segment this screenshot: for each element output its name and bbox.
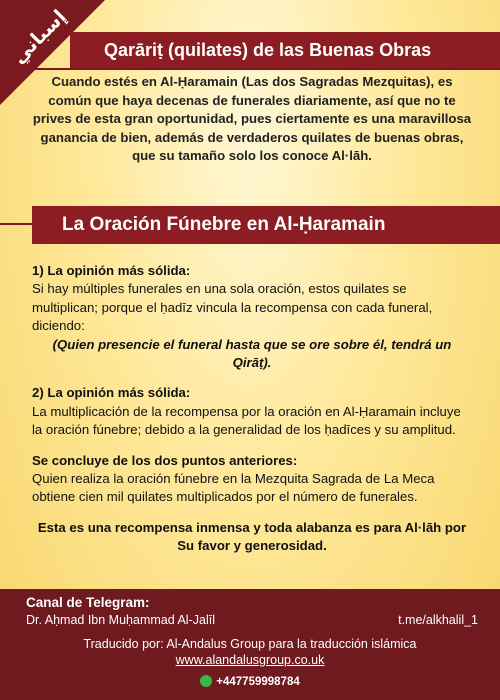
website-link[interactable]: www.alandalusgroup.co.uk — [175, 653, 325, 667]
title-banner-1 — [70, 32, 500, 68]
main-content — [32, 262, 472, 556]
section-1-heading: 1) La opinión más sólida: — [32, 263, 191, 278]
language-badge: إسباني — [7, 5, 71, 69]
section-2-heading: 2) La opinión más sólida: — [32, 385, 191, 401]
closing-text: Esta es una recompensa inmensa y toda alabanza es para Al·lāh por Su favor y generosidad. — [37, 519, 467, 554]
title-1: Qarāriṭ (quilates) de las Buenas Obras — [104, 39, 432, 60]
section-3-heading: Se concluye de los dos puntos anteriores: — [32, 452, 298, 468]
title-banner-2 — [32, 206, 500, 244]
intro-paragraph: Cuando estés en Al-Ḥaramain (Las dos Sagradas Mezquitas), es común que haya decenas de funerales diariamente, así que no te prives de esta gran oportunidad, pues ciertamente es una maravillosa ganancia de bien, además de verdaderos quilates de buenas obras, que su tamaño solo los conoce Al·lāh. — [32, 74, 472, 164]
title-2: La Oración Fúnebre en Al-Ḥaramain — [62, 214, 386, 235]
section-3-text: Quien realiza la oración fúnebre en la Mezquita Sagrada de La Meca obtiene cien mil quilates multiplicados por el número de funerales. — [32, 471, 435, 505]
section-2-text: La multiplicación de la recompensa por la oración en Al-Ḥaramain incluye la oración fúnebre; debido a la generalidad de los ḥadīces y su amplitud. — [32, 403, 461, 438]
translator-credit: Traducido por: Al-Andalus Group para la traducción islámica — [83, 637, 417, 651]
hadith-quote: (Quien presencie el funeral hasta que se ore sobre él, tendrá un Qirāṭ). — [52, 336, 452, 371]
whatsapp-icon — [200, 675, 212, 687]
phone-number[interactable]: +447759998784 — [216, 676, 300, 688]
banner-rule-1 — [0, 68, 500, 70]
footer — [0, 589, 500, 700]
author-name: Dr. Aḥmad Ibn Muḥammad Al-Jalīl — [26, 613, 215, 627]
phone-row — [0, 675, 500, 688]
telegram-label: Canal de Telegram: — [26, 595, 150, 610]
telegram-link[interactable]: t.me/alkhalil_1 — [398, 613, 478, 627]
section-1-text: Si hay múltiples funerales en una sola oración, estos quilates se multiplican; porque el ḥadīz vincula la recompensa con cada funeral, diciendo: — [32, 281, 433, 334]
